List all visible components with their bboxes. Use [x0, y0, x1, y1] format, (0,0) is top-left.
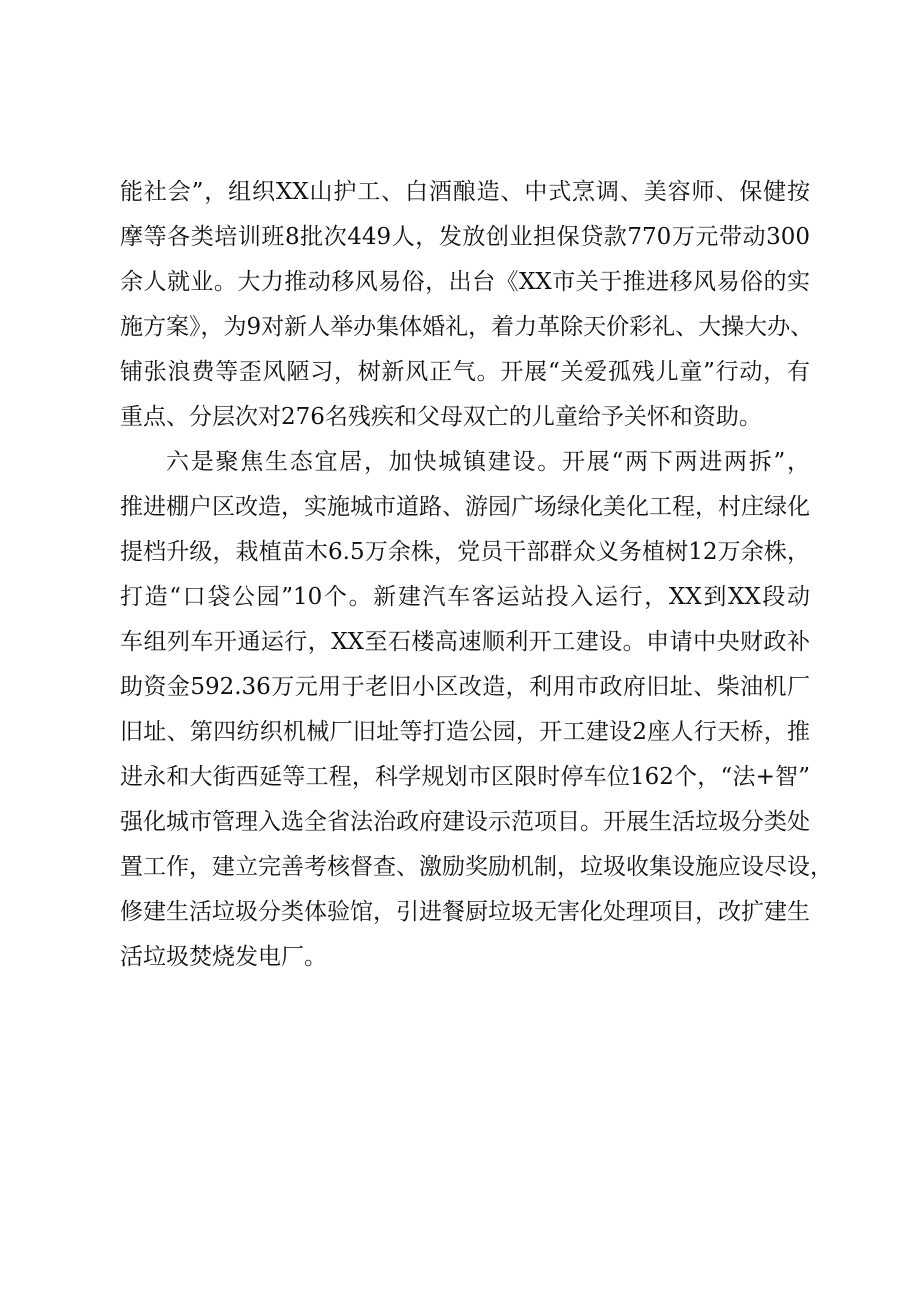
- text-line: 铺张浪费等歪风陋习，树新风正气。开展“关爱孤残儿童”行动，有: [120, 359, 810, 385]
- text-line: 推进棚户区改造，实施城市道路、游园广场绿化美化工程，村庄绿化: [120, 494, 810, 520]
- text-line: 重点、分层次对276名残疾和父母双亡的儿童给予关怀和资助。: [120, 404, 762, 430]
- text-line: 进永和大街西延等工程，科学规划市区限时停车位162个，“法+智”: [120, 764, 810, 790]
- text-line: 能社会”，组织XX山护工、白酒酿造、中式烹调、美容师、保健按: [120, 179, 810, 205]
- text-line: 旧址、第四纺织机械厂旧址等打造公园，开工建设2座人行天桥，推: [120, 719, 810, 745]
- text-line: 车组列车开通运行，XX至石楼高速顺利开工建设。申请中央财政补: [120, 629, 810, 655]
- text-line: 修建生活垃圾分类体验馆，引进餐厨垃圾无害化处理项目，改扩建生: [120, 899, 810, 925]
- text-line: 施方案》，为9对新人举办集体婚礼，着力革除天价彩礼、大操大办、: [120, 314, 814, 340]
- text-line: 置工作，建立完善考核督查、激励奖励机制，垃圾收集设施应设尽设，: [120, 854, 833, 880]
- text-line: 摩等各类培训班8批次449人，发放创业担保贷款770万元带动300: [120, 224, 810, 250]
- paragraph-employment-customs: [120, 170, 814, 440]
- text-line: 打造“口袋公园”10个。新建汽车客运站投入运行，XX到XX段动: [120, 584, 810, 610]
- text-line: 活垃圾焚烧发电厂。: [120, 944, 327, 970]
- document-body: [120, 170, 833, 980]
- text-line: 助资金592.36万元用于老旧小区改造，利用市政府旧址、柴油机厂: [120, 674, 810, 700]
- text-line: 提档升级，栽植苗木6.5万余株，党员干部群众义务植树12万余株，: [120, 539, 810, 565]
- paragraph-urban-construction: [120, 440, 833, 980]
- text-line: 余人就业。大力推动移风易俗，出台《XX市关于推进移风易俗的实: [120, 269, 810, 295]
- text-line: 六是聚焦生态宜居，加快城镇建设。开展“两下两进两拆”，: [166, 449, 810, 475]
- text-line: 强化城市管理入选全省法治政府建设示范项目。开展生活垃圾分类处: [120, 809, 810, 835]
